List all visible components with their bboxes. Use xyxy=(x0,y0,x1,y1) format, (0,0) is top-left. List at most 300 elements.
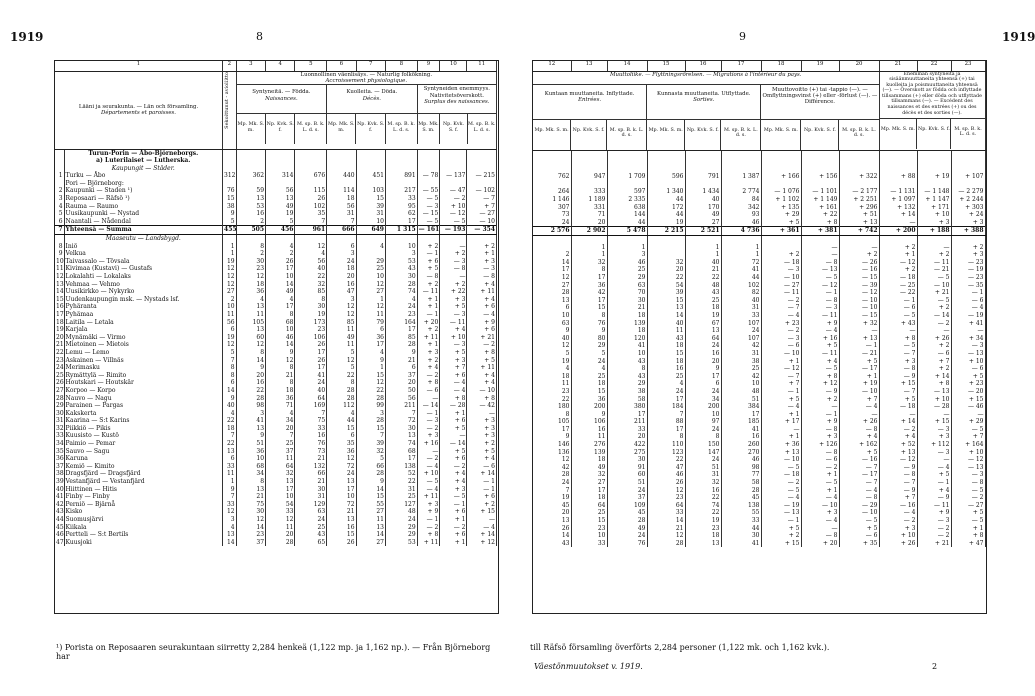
value-cell: 91 xyxy=(607,464,647,472)
value-cell: — 18 xyxy=(761,259,801,267)
value-cell: 28 xyxy=(356,417,385,425)
value-cell: 29 xyxy=(607,274,647,282)
value-cell: — xyxy=(801,403,839,411)
table-row xyxy=(533,320,985,328)
value-cell: — 3 xyxy=(417,417,440,425)
value-cell xyxy=(647,181,685,189)
table-row xyxy=(55,508,497,516)
value-cell: 20 xyxy=(385,379,417,387)
value-cell xyxy=(533,244,571,252)
value-cell: 14 xyxy=(236,357,265,365)
value-cell: 43 xyxy=(647,335,685,343)
value-cell: 15 xyxy=(356,493,385,501)
value-cell: — 14 xyxy=(417,402,440,410)
value-cell: 24 xyxy=(685,426,721,434)
value-cell: — 23 xyxy=(951,274,985,282)
value-cell: 11 xyxy=(236,311,265,319)
value-cell: — 35 xyxy=(951,282,985,290)
surplus-header xyxy=(418,85,496,113)
value-cell: — xyxy=(917,411,951,419)
value-cell: 99 xyxy=(356,402,385,410)
table-row xyxy=(55,432,497,440)
value-cell: — 3 xyxy=(417,203,440,211)
table-row xyxy=(533,365,985,373)
value-cell: 144 xyxy=(607,211,647,219)
value-cell: 7 xyxy=(385,410,417,418)
value-cell xyxy=(356,149,385,157)
value-cell: 11 xyxy=(571,433,607,441)
value-cell: — 1 xyxy=(761,517,801,525)
value-cell: — 1 076 xyxy=(761,188,801,196)
value-cell: — 5 xyxy=(801,479,839,487)
value-cell xyxy=(440,157,467,165)
value-cell: 72 xyxy=(385,417,417,425)
value-cell: + 2 xyxy=(417,243,440,251)
value-cell xyxy=(417,235,440,243)
value-cell: — 55 xyxy=(417,187,440,195)
col-num-11: 11 xyxy=(467,61,497,71)
table-row xyxy=(533,449,985,457)
value-cell: + 5 xyxy=(879,396,917,404)
value-cell: + 26 xyxy=(917,335,951,343)
value-cell: + 23 xyxy=(951,380,985,388)
value-cell xyxy=(356,157,385,165)
value-cell: 43 xyxy=(607,373,647,381)
value-cell: — xyxy=(839,411,879,419)
value-cell xyxy=(266,165,295,173)
value-cell xyxy=(647,166,685,174)
table-row xyxy=(533,494,985,502)
value-cell: + 3 xyxy=(917,219,951,227)
col-num-2: 2 xyxy=(223,61,237,71)
value-cell: + 2 xyxy=(879,244,917,252)
value-cell: 7 xyxy=(533,487,571,495)
row-number: 31 xyxy=(56,417,64,425)
value-cell: 10 xyxy=(223,303,237,311)
value-cell: 80 xyxy=(571,335,607,343)
value-cell: 26 xyxy=(295,341,327,349)
right-a-subheader: M. sp. B. k. L. d. s. xyxy=(721,120,761,150)
value-cell: 85 xyxy=(385,334,417,342)
value-cell: 13 xyxy=(327,478,356,486)
value-cell: 33 xyxy=(385,195,417,203)
table-row xyxy=(533,373,985,381)
value-cell: 85 xyxy=(327,319,356,327)
right-a-subheader: M. sp. B. k. L. d. s. xyxy=(842,127,876,138)
value-cell: — 5 xyxy=(440,218,467,226)
value-cell: — xyxy=(917,456,951,464)
row-number: 23 xyxy=(56,356,64,364)
value-cell: 7 xyxy=(295,410,327,418)
value-cell: 28 xyxy=(327,395,356,403)
col-num-15: 15 xyxy=(647,61,685,71)
value-cell: — 4 xyxy=(801,517,839,525)
col-num-4: 4 xyxy=(266,61,295,71)
value-cell xyxy=(917,150,951,158)
value-cell: + 26 xyxy=(839,418,879,426)
value-cell: 31 xyxy=(295,493,327,501)
value-cell: + 6 xyxy=(467,326,497,334)
value-cell: 40 xyxy=(685,196,721,204)
value-cell: + 20 xyxy=(801,540,839,548)
value-cell: 10 xyxy=(571,532,607,540)
table-row xyxy=(533,433,985,441)
value-cell: 12 xyxy=(223,281,237,289)
value-cell: 40 xyxy=(721,297,761,305)
value-cell: 9 xyxy=(571,327,607,335)
value-cell: 14 xyxy=(266,341,295,349)
value-cell: 20 xyxy=(571,219,607,227)
left-subheader: Mp. Mk. S. m. xyxy=(327,114,356,144)
value-cell: 8 xyxy=(236,243,265,251)
value-cell: 28 xyxy=(356,470,385,478)
value-cell: + 3 xyxy=(879,525,917,533)
value-cell: — 8 xyxy=(801,297,839,305)
value-cell: — 1 xyxy=(839,342,879,350)
value-cell: 60 xyxy=(236,334,265,342)
value-cell: 13 xyxy=(685,540,721,548)
table-row xyxy=(533,188,985,196)
value-cell: — 5 xyxy=(839,517,879,525)
value-cell: 76 xyxy=(223,187,237,195)
value-cell: 9 xyxy=(385,349,417,357)
right-stat-table xyxy=(533,61,986,547)
value-cell: + 15 xyxy=(467,508,497,516)
table-row xyxy=(55,303,497,311)
value-cell: 29 xyxy=(356,258,385,266)
value-cell: — xyxy=(879,219,917,227)
value-cell: 4 xyxy=(356,349,385,357)
value-cell: — 8 xyxy=(417,273,440,281)
value-cell: — 2 xyxy=(761,327,801,335)
value-cell: — xyxy=(879,327,917,335)
value-cell: 17 xyxy=(356,341,385,349)
value-cell: — 7 xyxy=(879,350,917,358)
value-cell: 26 xyxy=(295,357,327,365)
value-cell xyxy=(761,150,801,158)
value-cell: — 5 xyxy=(761,487,801,495)
value-cell: 12 xyxy=(356,303,385,311)
municipality-name: Kuusisto — Kustö xyxy=(64,432,222,440)
value-cell xyxy=(951,236,985,244)
value-cell: + 13 xyxy=(839,219,879,227)
births-label: Syntyneitä. — Födda. xyxy=(252,89,311,96)
value-cell xyxy=(385,235,417,243)
value-cell: — 15 xyxy=(839,274,879,282)
value-cell: — 7 xyxy=(761,304,801,312)
value-cell: + 1 xyxy=(839,373,879,381)
value-cell: 102 xyxy=(721,282,761,290)
value-cell: — 8 xyxy=(801,532,839,540)
value-cell xyxy=(951,166,985,174)
value-cell: 676 xyxy=(295,172,327,180)
value-cell: — 10 xyxy=(467,218,497,226)
value-cell: 17 xyxy=(295,349,327,357)
value-cell: 51 xyxy=(236,440,265,448)
value-cell: 79 xyxy=(356,319,385,327)
value-cell: + 1 102 xyxy=(761,196,801,204)
natural-label-fr: Accroissement physiologique. xyxy=(325,77,408,84)
value-cell: 25 xyxy=(266,440,295,448)
value-cell: 19 xyxy=(295,311,327,319)
value-cell: 27 xyxy=(356,288,385,296)
value-cell: — 4 xyxy=(951,304,985,312)
value-cell: + 35 xyxy=(839,540,879,548)
value-cell: 73 xyxy=(533,211,571,219)
value-cell xyxy=(223,180,237,188)
value-cell: — 10 xyxy=(467,387,497,395)
value-cell: — 18 xyxy=(761,471,801,479)
value-cell: + 2 xyxy=(440,250,467,258)
value-cell: 7 xyxy=(647,411,685,419)
value-cell: — 4 xyxy=(761,403,801,411)
value-cell: 8 xyxy=(223,372,237,380)
value-cell: — 6 xyxy=(801,456,839,464)
value-cell: 49 xyxy=(685,211,721,219)
value-cell xyxy=(223,157,237,165)
municipality-name: Pertteli — S:t Bertils xyxy=(64,531,222,539)
value-cell: 12 xyxy=(266,516,295,524)
value-cell: + 8 xyxy=(951,532,985,540)
value-cell: + 2 xyxy=(417,326,440,334)
value-cell: — 2 xyxy=(417,372,440,380)
value-cell: — 1 xyxy=(761,388,801,396)
value-cell: — 2 xyxy=(879,517,917,525)
value-cell: — 7 xyxy=(839,464,879,472)
row-number: 3 xyxy=(55,195,64,203)
inflow-fr: Entrées. xyxy=(578,96,602,103)
municipality-name: Laitila — Letala xyxy=(64,319,222,327)
table-row xyxy=(55,395,497,403)
table-row xyxy=(533,266,985,274)
value-cell: 22 xyxy=(647,274,685,282)
value-cell: 1 xyxy=(685,244,721,252)
table-row xyxy=(533,304,985,312)
municipality-name: Uusikirkko — Nykyrko xyxy=(64,288,222,296)
value-cell: 30 xyxy=(295,486,327,494)
value-cell: 16 xyxy=(236,210,265,218)
value-cell: 23 xyxy=(571,525,607,533)
value-cell: 18 xyxy=(647,342,685,350)
value-cell: — 9 xyxy=(879,373,917,381)
municipality-name: Kaupunki — Staden ¹) xyxy=(64,187,222,195)
left-subheader: Np. Kvk. S. f. xyxy=(440,114,467,144)
row-number: 35 xyxy=(56,447,64,455)
value-cell: + 7 xyxy=(839,396,879,404)
value-cell: — 9 xyxy=(801,388,839,396)
value-cell: 15 xyxy=(356,425,385,433)
value-cell xyxy=(761,244,801,252)
value-cell xyxy=(533,166,571,174)
value-cell: — 1 xyxy=(417,410,440,418)
value-cell: + 20 xyxy=(417,319,440,327)
value-cell: + 4 xyxy=(440,326,467,334)
right-subheader-row-b xyxy=(880,118,985,149)
value-cell: 64 xyxy=(571,502,607,510)
value-cell: 24 xyxy=(385,303,417,311)
value-cell: 15 xyxy=(356,195,385,203)
value-cell: 59 xyxy=(236,187,265,195)
value-cell: 8 xyxy=(607,365,647,373)
value-cell: + 7 xyxy=(467,203,497,211)
value-cell: 132 xyxy=(295,463,327,471)
value-cell: — 1 148 xyxy=(917,188,951,196)
value-cell: 16 xyxy=(685,487,721,495)
value-cell: — 6 xyxy=(917,350,951,358)
value-cell: 28 xyxy=(607,517,647,525)
value-cell: 27 xyxy=(533,282,571,290)
value-cell: + 7 xyxy=(440,364,467,372)
value-cell: + 132 xyxy=(879,204,917,212)
value-cell: + 3 xyxy=(951,219,985,227)
value-cell: — 5 xyxy=(761,464,801,472)
value-cell: + 1 xyxy=(467,250,497,258)
value-cell xyxy=(571,150,607,158)
value-cell: — 4 xyxy=(917,464,951,472)
row-number: 45 xyxy=(56,523,64,531)
value-cell: 19 xyxy=(266,210,295,218)
value-cell: + 303 xyxy=(951,204,985,212)
value-cell: + 9 xyxy=(801,320,839,328)
value-cell: 18 xyxy=(236,281,265,289)
value-cell: 8 xyxy=(295,296,327,304)
municipality-name: Kiikala xyxy=(64,524,222,532)
value-cell: 24 xyxy=(533,479,571,487)
value-cell: — 1 xyxy=(951,289,985,297)
value-cell: + 29 xyxy=(761,211,801,219)
value-cell: 18 xyxy=(607,312,647,320)
value-cell: 7 xyxy=(266,432,295,440)
value-cell: + 14 xyxy=(467,470,497,478)
value-cell: 23 xyxy=(685,525,721,533)
value-cell: 19 xyxy=(685,517,721,525)
table-row xyxy=(533,327,985,335)
value-cell: — 5 xyxy=(879,312,917,320)
value-cell xyxy=(879,150,917,158)
value-cell: 276 xyxy=(571,441,607,449)
value-cell: 217 xyxy=(385,187,417,195)
value-cell: 5 478 xyxy=(607,227,647,236)
value-cell xyxy=(685,150,721,158)
value-cell: — 11 xyxy=(417,288,440,296)
right-footnote: till Räfsö församling överförts 2,284 personer (1,122 mk. och 1,162 kvk.). xyxy=(530,643,830,652)
value-cell: 51 xyxy=(721,396,761,404)
col-num-18: 18 xyxy=(761,61,801,71)
left-stat-table xyxy=(55,61,497,546)
value-cell: 7 xyxy=(223,493,237,501)
row-number: 47 xyxy=(56,538,64,546)
inflow-label: Kuntaan muuttaneita. Inflyttade. xyxy=(544,90,635,97)
value-cell: 21 xyxy=(236,493,265,501)
table-row xyxy=(533,532,985,540)
value-cell: 17 xyxy=(295,364,327,372)
value-cell: 6 xyxy=(356,326,385,334)
value-cell: 30 xyxy=(607,297,647,305)
left-subheader: Mp. Mk. S. m. xyxy=(418,114,441,144)
value-cell: 16 xyxy=(721,433,761,441)
value-cell: 1 434 xyxy=(685,188,721,196)
value-cell: + 13 xyxy=(879,449,917,457)
value-cell: 53 xyxy=(385,258,417,266)
natural-label: Luonnollinen väenlisäys. — Naturlig folkökning. xyxy=(300,71,433,78)
value-cell: + 6 xyxy=(440,531,467,539)
value-cell: 110 xyxy=(647,441,685,449)
value-cell: 13 xyxy=(236,303,265,311)
value-cell: + 4 xyxy=(440,478,467,486)
value-cell: 4 xyxy=(356,243,385,251)
value-cell: 15 xyxy=(647,297,685,305)
value-cell: 8 xyxy=(327,379,356,387)
table-row xyxy=(55,524,497,532)
value-cell xyxy=(533,181,571,189)
value-cell: 42 xyxy=(721,373,761,381)
value-cell: 11 xyxy=(647,327,685,335)
value-cell: — 18 xyxy=(879,403,917,411)
value-cell: 9 xyxy=(223,486,237,494)
value-cell: 331 xyxy=(571,204,607,212)
value-cell: 13 xyxy=(533,297,571,305)
value-cell: — 11 xyxy=(440,319,467,327)
value-cell xyxy=(417,165,440,173)
table-row xyxy=(533,259,985,267)
row-number: 4 xyxy=(55,203,64,211)
value-cell: 21 xyxy=(607,304,647,312)
value-cell: 505 xyxy=(236,226,265,235)
municipality-name: Turun-Porin — Åbo-Björneborgs. xyxy=(64,149,222,157)
value-cell: 43 xyxy=(385,265,417,273)
value-cell: — 13 xyxy=(917,388,951,396)
value-cell: 3 xyxy=(327,296,356,304)
value-cell: 6 xyxy=(533,304,571,312)
value-cell: 95 xyxy=(385,203,417,211)
value-cell: 38 xyxy=(607,388,647,396)
value-cell: + 10 xyxy=(879,532,917,540)
row-number: 37 xyxy=(56,462,64,470)
value-cell: 16 xyxy=(647,365,685,373)
value-cell: 46 xyxy=(266,334,295,342)
value-cell: — 2 xyxy=(917,525,951,533)
municipality-name: Sauvo — Sagu xyxy=(64,448,222,456)
value-cell: 27 xyxy=(356,539,385,547)
value-cell: — 8 xyxy=(801,426,839,434)
value-cell: 384 xyxy=(721,403,761,411)
value-cell: — 4 xyxy=(417,463,440,471)
value-cell: 638 xyxy=(607,204,647,212)
value-cell: + 2 xyxy=(951,244,985,252)
value-cell xyxy=(607,150,647,158)
value-cell: + 4 xyxy=(417,364,440,372)
value-cell: 85 xyxy=(295,288,327,296)
value-cell: 48 xyxy=(721,388,761,396)
value-cell: — 2 xyxy=(417,524,440,532)
value-cell: + 200 xyxy=(879,227,917,236)
value-cell: 17 xyxy=(571,297,607,305)
value-cell xyxy=(467,180,497,188)
value-cell xyxy=(327,180,356,188)
value-cell: — 193 xyxy=(440,226,467,235)
value-cell: — 1 xyxy=(467,478,497,486)
value-cell: — 12 xyxy=(879,456,917,464)
value-cell: 17 xyxy=(533,266,571,274)
value-cell: 15 xyxy=(571,304,607,312)
value-cell: 32 xyxy=(356,448,385,456)
value-cell: 28 xyxy=(327,387,356,395)
value-cell: 185 xyxy=(721,418,761,426)
table-row xyxy=(533,166,985,174)
left-subheader: M. sp. B. k. L. d. s. xyxy=(468,122,496,133)
municipality-name: Kuusjoki xyxy=(64,539,222,547)
value-cell: — xyxy=(417,448,440,456)
